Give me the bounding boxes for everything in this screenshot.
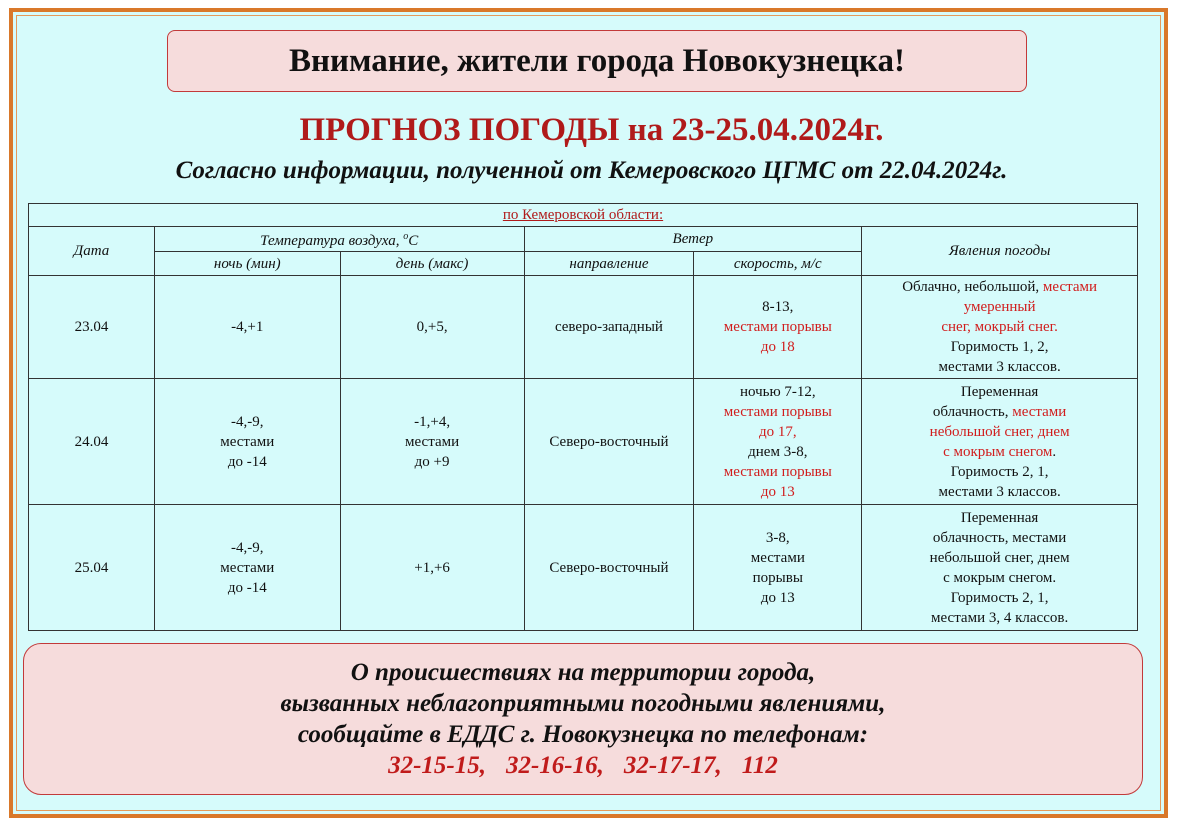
cell-line: до 18: [760, 339, 795, 355]
header-date: Дата: [29, 227, 155, 276]
wind-direction-cell: Северо-восточный: [524, 505, 694, 631]
cell-line: [866, 357, 1133, 377]
cell-line: до 13: [760, 483, 795, 500]
wind-speed-cell: [694, 276, 862, 379]
notice-line: вызванных неблагоприятными погодными явлениями,: [280, 690, 886, 717]
forecast-title: ПРОГНОЗ ПОГОДЫ на 23-25.04.2024г.: [299, 112, 884, 148]
cell-line: местами: [405, 433, 460, 450]
forecast-row: [29, 276, 1138, 379]
text-segment: небольшой снег, днем: [929, 423, 1070, 440]
cell-line: +1,+6: [414, 559, 450, 576]
cell-line: днем 3-8,: [748, 443, 808, 460]
cell-line: [866, 608, 1133, 628]
cell-line: -4,+1: [231, 319, 264, 335]
cell-line: местами: [750, 549, 805, 566]
cell-line: [866, 482, 1133, 502]
text-segment: Переменная: [960, 383, 1039, 400]
cell-line: местами порывы: [723, 463, 832, 480]
cell-line: [866, 588, 1133, 608]
phenomena-cell: [862, 276, 1138, 379]
header-night: ночь (мин): [154, 252, 340, 276]
cell-line: -1,+4,: [414, 413, 451, 430]
cell-line: местами: [220, 433, 275, 450]
cell-line: до 13: [760, 589, 795, 606]
cell-line: [866, 317, 1133, 337]
text-segment: местами: [1042, 279, 1098, 295]
text-segment: местами 3 классов.: [938, 483, 1061, 500]
forecast-row: [29, 505, 1138, 631]
banner-text: Внимание, жители города Новокузнецка!: [289, 42, 905, 79]
text-segment: местами 3 классов.: [938, 359, 1061, 375]
cell-line: до 17,: [758, 423, 797, 440]
cell-line: [866, 402, 1133, 422]
cell-line: [866, 508, 1133, 528]
date-cell: 23.04: [29, 276, 155, 379]
phone-number: 112: [741, 752, 778, 779]
header-temperature: Температура воздуха, $^o$С: [154, 227, 524, 252]
text-segment: Переменная: [960, 509, 1039, 526]
text-segment: облачность, местами: [932, 529, 1067, 546]
cell-line: местами порывы: [723, 403, 832, 420]
cell-line: -4,-9,: [231, 413, 264, 430]
cell-line: 8-13,: [762, 299, 794, 315]
forecast-table: [28, 203, 1138, 631]
text-segment: снег, мокрый снег.: [941, 319, 1058, 335]
text-segment: с мокрым снегом: [943, 443, 1053, 460]
text-segment: Горимость 1, 2,: [950, 339, 1049, 355]
cell-line: 0,+5,: [416, 319, 448, 335]
cell-line: [866, 528, 1133, 548]
cell-line: местами порывы: [723, 319, 832, 335]
cell-line: [866, 337, 1133, 357]
phone-number: 32-17-17,: [623, 752, 722, 779]
cell-line: порывы: [752, 569, 803, 586]
header-direction: направление: [524, 252, 694, 276]
text-segment: облачность,: [932, 403, 1013, 420]
day-temp-cell: [340, 505, 524, 631]
day-temp-cell: [340, 276, 524, 379]
text-segment: умеренный: [963, 299, 1036, 315]
cell-line: [866, 548, 1133, 568]
forecast-source: Согласно информации, полученной от Кемеровского ЦГМС от 22.04.2024г.: [175, 157, 1008, 184]
text-segment: Облачно, небольшой,: [902, 279, 1043, 295]
phenomena-cell: [862, 379, 1138, 505]
cell-line: 3-8,: [765, 529, 790, 546]
text-segment: с мокрым снегом.: [943, 569, 1057, 586]
cell-line: -4,-9,: [231, 539, 264, 556]
date-cell: 24.04: [29, 379, 155, 505]
phone-number: 32-16-16,: [505, 752, 604, 779]
notice-line: О происшествиях на территории города,: [350, 659, 816, 686]
text-segment: местами 3, 4 классов.: [931, 609, 1069, 626]
header-wind: Ветер: [524, 227, 862, 252]
night-temp-cell: [154, 276, 340, 379]
night-temp-cell: [154, 505, 340, 631]
text-segment: небольшой снег, днем: [929, 549, 1070, 566]
text-segment: местами: [1012, 403, 1067, 420]
cell-line: [866, 568, 1133, 588]
cell-line: [866, 297, 1133, 317]
cell-line: [866, 462, 1133, 482]
date-cell: 25.04: [29, 505, 155, 631]
phone-number: 32-15-15,: [388, 752, 486, 779]
region-header: по Кемеровской области:: [29, 204, 1138, 227]
wind-direction-cell: Северо-восточный: [524, 379, 694, 505]
header-phenomena: Явления погоды: [862, 227, 1138, 276]
wind-direction-cell: северо-западный: [524, 276, 694, 379]
attention-banner: [167, 30, 1027, 92]
cell-line: до -14: [227, 453, 267, 470]
cell-line: до +9: [414, 453, 450, 470]
wind-speed-cell: [694, 505, 862, 631]
day-temp-cell: [340, 379, 524, 505]
cell-line: ночью 7-12,: [739, 383, 816, 400]
cell-line: местами: [220, 559, 275, 576]
phone-numbers: [378, 750, 788, 781]
night-temp-cell: [154, 379, 340, 505]
text-segment: Горимость 2, 1,: [950, 463, 1049, 480]
wind-speed-cell: [694, 379, 862, 505]
forecast-rows: [29, 276, 1138, 631]
header-speed: скорость, м/с: [694, 252, 862, 276]
notice-line: сообщайте в ЕДДС г. Новокузнецка по телефонам:: [297, 721, 869, 748]
phenomena-cell: [862, 505, 1138, 631]
text-segment: Горимость 2, 1,: [950, 589, 1049, 606]
header-day: день (макс): [340, 252, 524, 276]
cell-line: до -14: [227, 579, 267, 596]
emergency-notice: [23, 643, 1143, 795]
cell-line: [866, 277, 1133, 297]
cell-line: [866, 422, 1133, 442]
cell-line: [866, 382, 1133, 402]
cell-line: [866, 442, 1133, 462]
forecast-row: [29, 379, 1138, 505]
text-segment: .: [1052, 443, 1057, 460]
